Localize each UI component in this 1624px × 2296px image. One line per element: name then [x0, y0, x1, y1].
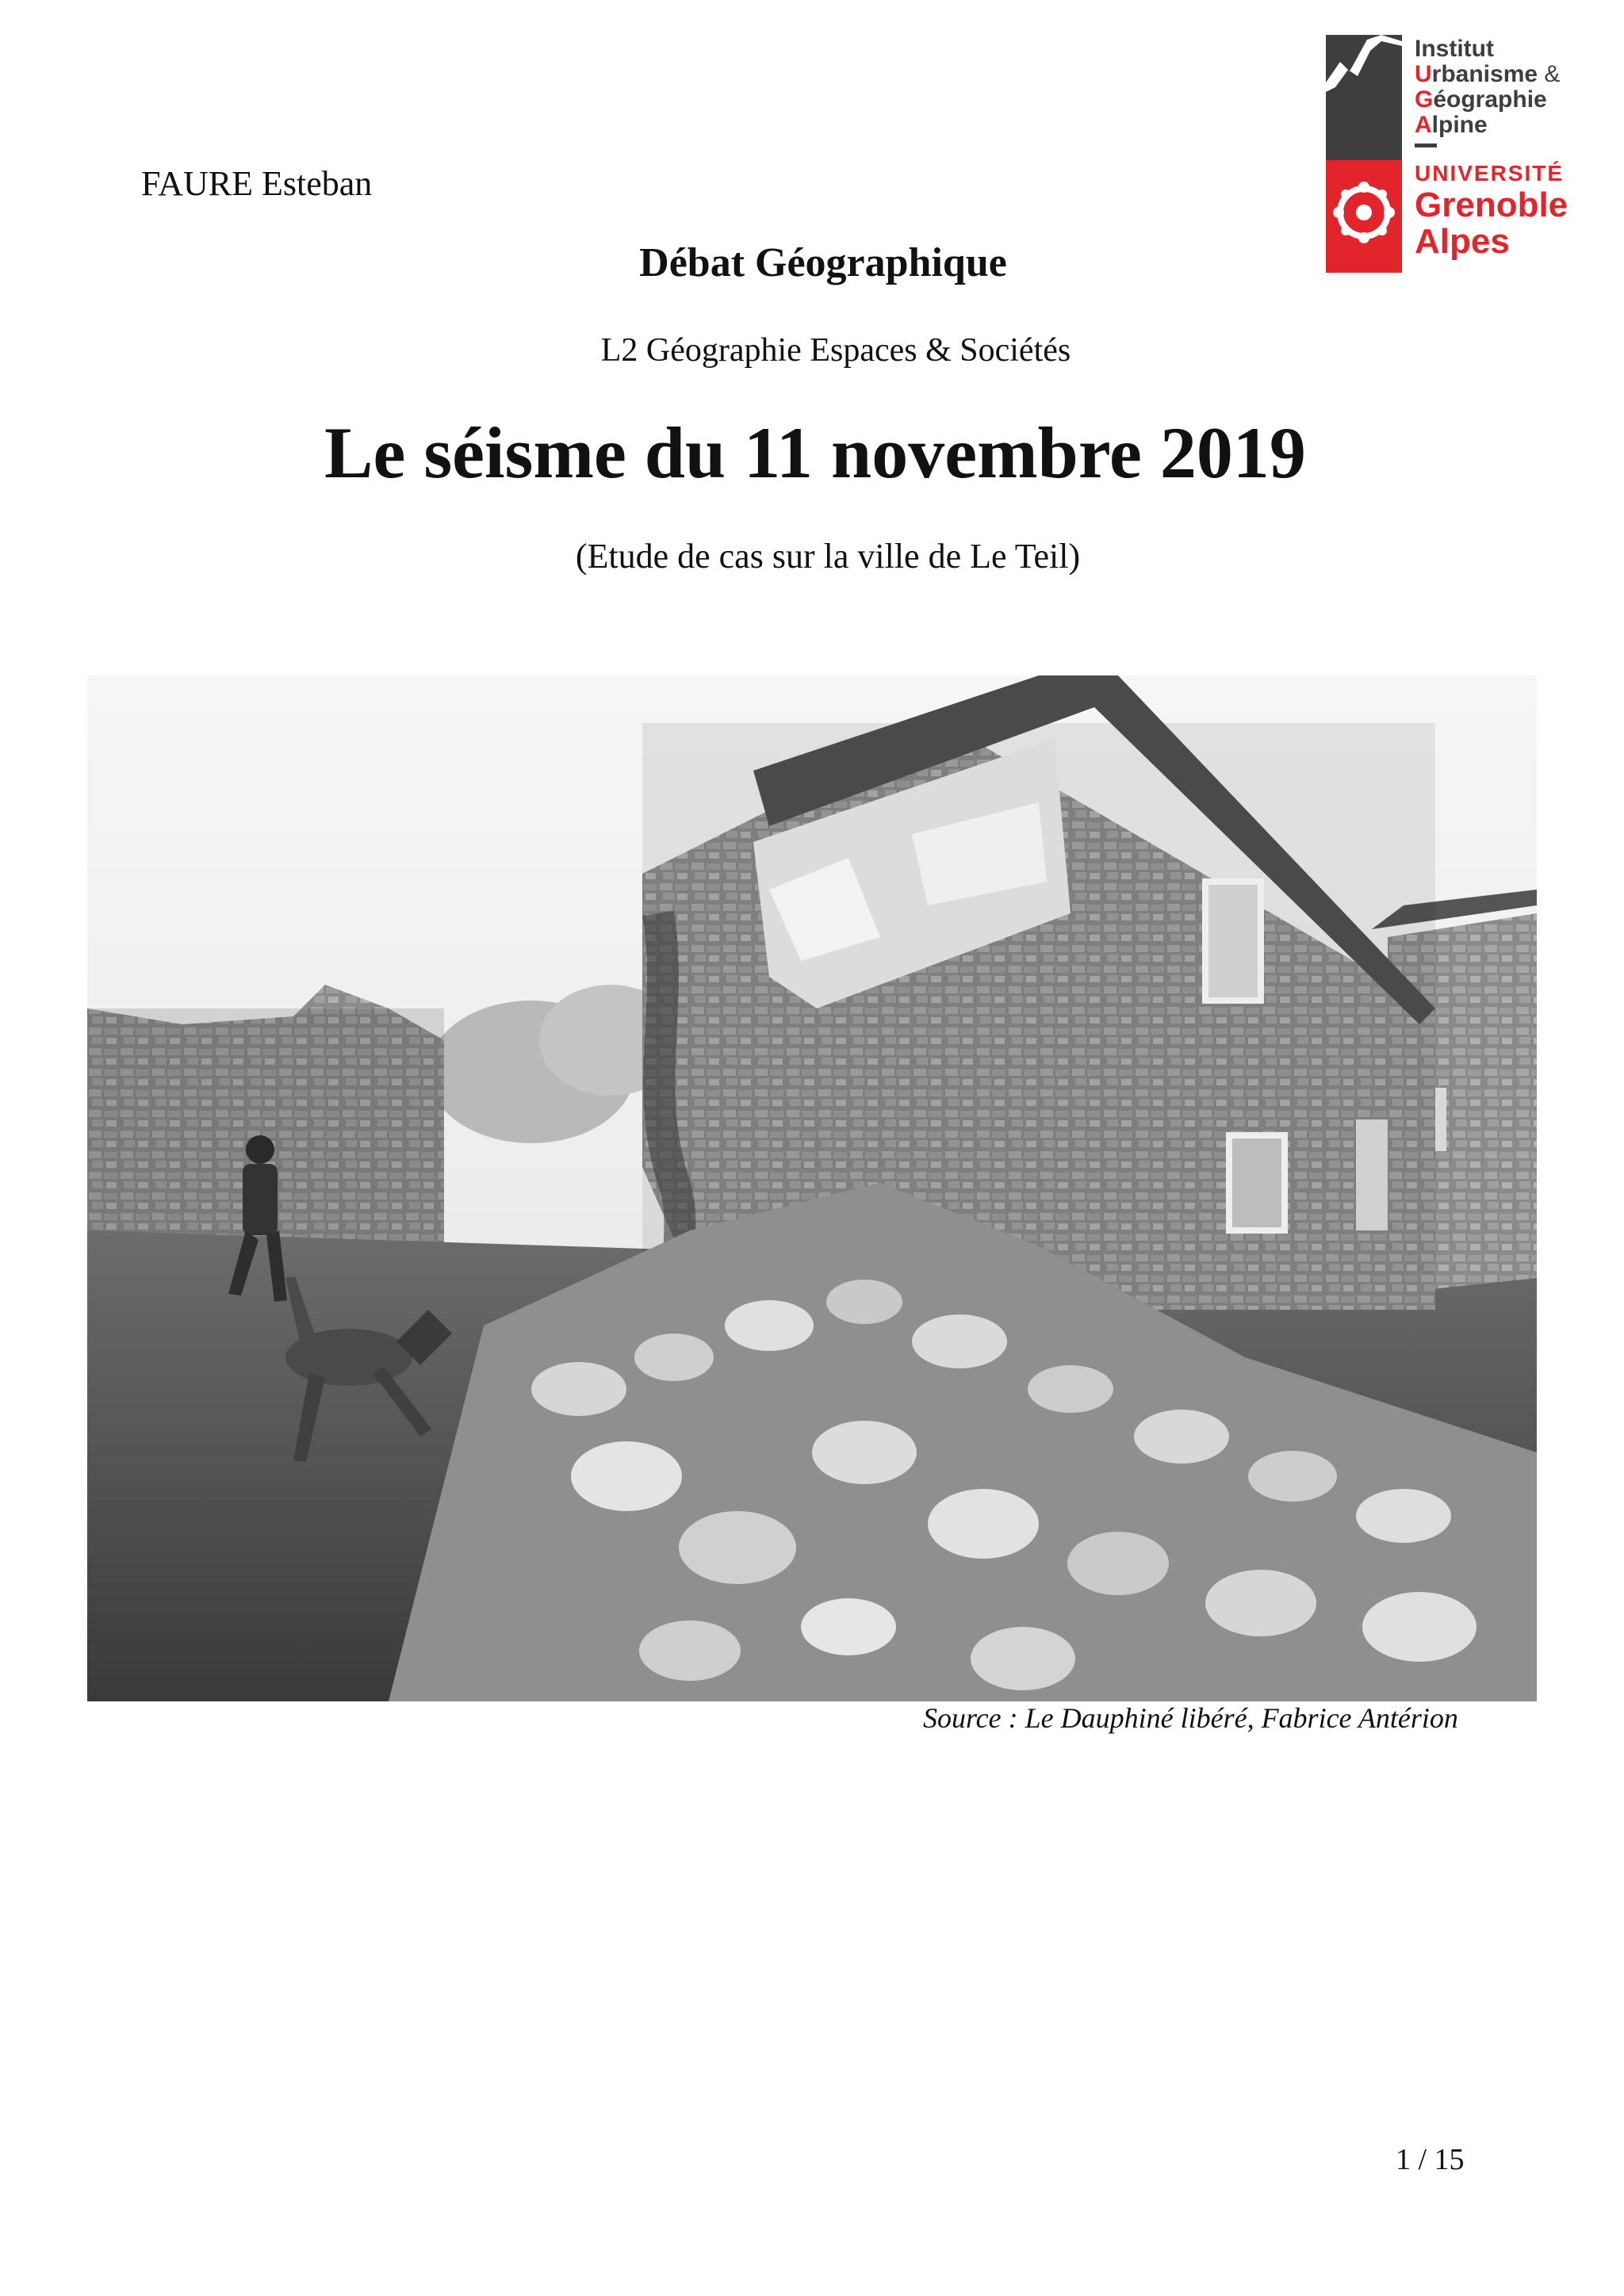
logo-line-institut: Institut [1415, 36, 1494, 62]
logo-institute-text [1415, 36, 1560, 138]
earthquake-ruins-photo-icon [87, 675, 1537, 1701]
page-number: 1 / 15 [1396, 2143, 1465, 2176]
logo-line-universite: UNIVERSITÉ [1415, 161, 1565, 186]
author-name: FAURE Esteban [141, 164, 373, 203]
course-name: L2 Géographie Espaces & Sociétés [600, 332, 1071, 369]
document-type-heading: Débat Géographique [639, 240, 1007, 285]
logo-mountain-block [1326, 35, 1402, 160]
logo-line-grenoble: Grenoble [1415, 186, 1568, 224]
mountain-icon [1326, 35, 1402, 160]
page-subtitle: (Etude de cas sur la ville de Le Teil) [575, 537, 1081, 576]
page-title: Le séisme du 11 novembre 2019 [324, 412, 1306, 493]
logo-line-alpes: Alpes [1415, 222, 1510, 261]
earthquake-photo [87, 675, 1537, 1701]
logo-line-urbanisme: Urbanisme & [1415, 61, 1561, 87]
university-logo [1326, 19, 1588, 261]
logo-divider [1415, 144, 1437, 147]
logo-line-geographie: Géographie [1415, 86, 1547, 113]
photo-source-caption: Source : Le Dauphiné libéré, Fabrice Antérion [923, 1702, 1458, 1734]
logo-line-alpine: Alpine [1415, 112, 1488, 138]
